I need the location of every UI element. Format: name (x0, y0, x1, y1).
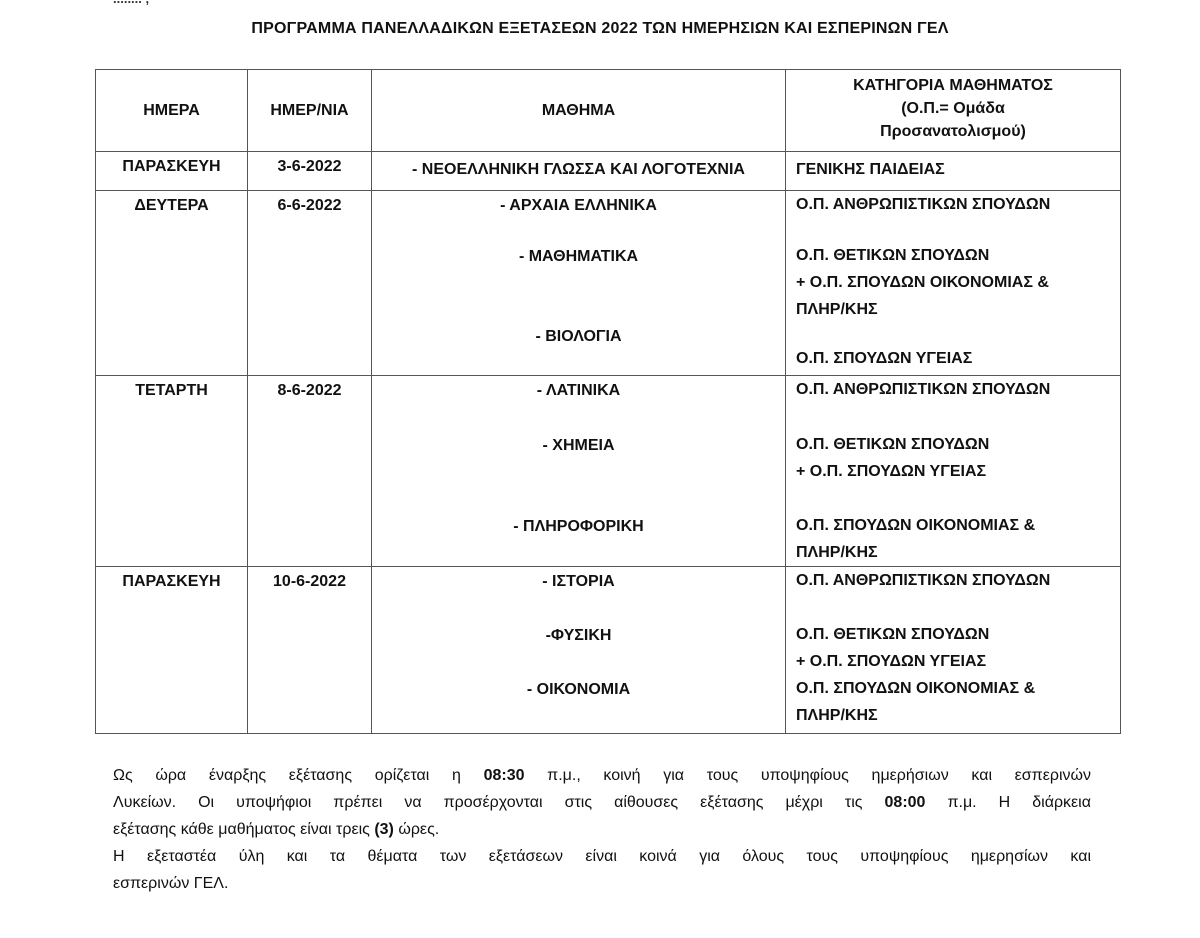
category-item (796, 345, 972, 372)
category-line: Ο.Π. ΣΠΟΥΔΩΝ ΟΙΚΟΝΟΜΙΑΣ & (796, 517, 1036, 534)
category-line: + Ο.Π. ΣΠΟΥΔΩΝ ΥΓΕΙΑΣ (796, 463, 987, 480)
category-line: Ο.Π. ΣΠΟΥΔΩΝ ΥΓΕΙΑΣ (796, 350, 973, 367)
category-line: Ο.Π. ΑΝΘΡΩΠΙΣΤΙΚΩΝ ΣΠΟΥΔΩΝ (796, 196, 1051, 213)
category-line: + Ο.Π. ΣΠΟΥΔΩΝ ΟΙΚΟΝΟΜΙΑΣ & (796, 274, 1049, 291)
date-cell: 6-6-2022 (248, 191, 372, 376)
arrival-time: 08:00 (884, 794, 926, 811)
category-item (796, 431, 989, 485)
category-line: Ο.Π. ΑΝΘΡΩΠΙΣΤΙΚΩΝ ΣΠΟΥΔΩΝ (796, 381, 1051, 398)
day-cell: ΠΑΡΑΣΚΕΥΗ (96, 567, 248, 734)
subject-item: - ΒΙΟΛΟΓΙΑ (535, 328, 622, 345)
date-cell: 10-6-2022 (248, 567, 372, 734)
category-line: Ο.Π. ΣΠΟΥΔΩΝ ΟΙΚΟΝΟΜΙΑΣ & (796, 680, 1036, 697)
table-row (96, 567, 1121, 734)
cut-header-text (113, 0, 149, 6)
header-category-line3: Προσανατολισμού) (880, 123, 1026, 140)
note-line-3 (113, 817, 1091, 842)
subject-item: - ΟΙΚΟΝΟΜΙΑ (526, 681, 631, 698)
category-line: Ο.Π. ΘΕΤΙΚΩΝ ΣΠΟΥΔΩΝ (796, 626, 990, 643)
subject-cell (372, 567, 786, 734)
category-cell (786, 152, 1121, 191)
table-row (96, 152, 1121, 191)
note-line-2 (113, 790, 1091, 815)
start-time: 08:30 (483, 767, 525, 784)
header-category-line1: ΚΑΤΗΓΟΡΙΑ ΜΑΘΗΜΑΤΟΣ (853, 77, 1053, 94)
category-cell (786, 567, 1121, 734)
subject-item: -ΦΥΣΙΚΗ (545, 627, 612, 644)
date-cell: 8-6-2022 (248, 376, 372, 567)
note-line-4: Η εξεταστέα ύλη και τα θέματα των εξετάσεων είναι κοινά για όλους τους υποψηφίους ημερησίων και (113, 848, 1091, 865)
category-item (796, 621, 989, 675)
category-item (796, 191, 1050, 218)
subject-item: - ΙΣΤΟΡΙΑ (542, 573, 615, 590)
category-item (796, 242, 1049, 323)
table-row (96, 191, 1121, 376)
subject-cell (372, 376, 786, 567)
category-item (796, 512, 1035, 566)
category-line: Ο.Π. ΑΝΘΡΩΠΙΣΤΙΚΩΝ ΣΠΟΥΔΩΝ (796, 572, 1051, 589)
page-title: ΠΡΟΓΡΑΜΜΑ ΠΑΝΕΛΛΑΔΙΚΩΝ ΕΞΕΤΑΣΕΩΝ 2022 ΤΩΝ ΗΜΕΡΗΣΙΩΝ ΚΑΙ ΕΣΠΕΡΙΝΩΝ ΓΕΛ (251, 20, 949, 37)
date-cell: 3-6-2022 (248, 152, 372, 191)
header-date: ΗΜΕΡ/ΝΙΑ (248, 70, 372, 152)
category-line: ΠΛΗΡ/ΚΗΣ (796, 301, 878, 318)
subject-item: - ΛΑΤΙΝΙΚΑ (536, 382, 621, 399)
note-text: Λυκείων. Οι υποψήφιοι πρέπει να προσέρχονται στις αίθουσες εξέτασης μέχρι τις (113, 794, 885, 811)
note-text: π.μ. Η διάρκεια (925, 794, 1091, 811)
day-cell: ΔΕΥΤΕΡΑ (96, 191, 248, 376)
subject-item: - ΠΛΗΡΟΦΟΡΙΚΗ (513, 518, 644, 535)
table-header-row (96, 70, 1121, 152)
subject-cell (372, 152, 786, 191)
category-line: Ο.Π. ΘΕΤΙΚΩΝ ΣΠΟΥΔΩΝ (796, 436, 990, 453)
day-cell: ΠΑΡΑΣΚΕΥΗ (96, 152, 248, 191)
category-item (796, 376, 1050, 403)
category-item (796, 675, 1035, 729)
category-line: + Ο.Π. ΣΠΟΥΔΩΝ ΥΓΕΙΑΣ (796, 653, 987, 670)
subject-cell (372, 191, 786, 376)
subject-item: - ΝΕΟΕΛΛΗΝΙΚΗ ΓΛΩΣΣΑ ΚΑΙ ΛΟΓΟΤΕΧΝΙΑ (412, 161, 745, 178)
header-day: ΗΜΕΡΑ (96, 70, 248, 152)
header-category (786, 70, 1121, 152)
category-line: ΠΛΗΡ/ΚΗΣ (796, 544, 878, 561)
note-text: Ως ώρα έναρξης εξέτασης ορίζεται η (113, 767, 484, 784)
day-cell: ΤΕΤΑΡΤΗ (96, 376, 248, 567)
header-category-line2: (Ο.Π.= Ομάδα (901, 100, 1005, 117)
note-line-1 (113, 763, 1091, 788)
note-text: π.μ., κοινή για τους υποψηφίους ημερήσιων και εσπερινών (524, 767, 1092, 784)
header-subject: ΜΑΘΗΜΑ (372, 70, 786, 152)
category-line: ΓΕΝΙΚΗΣ ΠΑΙΔΕΙΑΣ (796, 161, 945, 178)
category-item (796, 156, 945, 183)
note-text: εξέτασης κάθε μαθήματος είναι τρεις (113, 821, 375, 838)
exam-schedule-table (95, 69, 1121, 734)
category-item (796, 567, 1050, 594)
category-cell (786, 376, 1121, 567)
subject-item: - ΜΑΘΗΜΑΤΙΚΑ (518, 248, 639, 265)
note-text: ώρες. (393, 821, 440, 838)
category-line: ΠΛΗΡ/ΚΗΣ (796, 707, 878, 724)
category-cell (786, 191, 1121, 376)
subject-item: - ΑΡΧΑΙΑ ΕΛΛΗΝΙΚΑ (500, 197, 657, 214)
category-line: Ο.Π. ΘΕΤΙΚΩΝ ΣΠΟΥΔΩΝ (796, 247, 990, 264)
table-row (96, 376, 1121, 567)
duration-hours: (3) (374, 821, 394, 838)
note-line-5: εσπερινών ΓΕΛ. (113, 875, 229, 892)
subject-item: - ΧΗΜΕΙΑ (542, 437, 615, 454)
